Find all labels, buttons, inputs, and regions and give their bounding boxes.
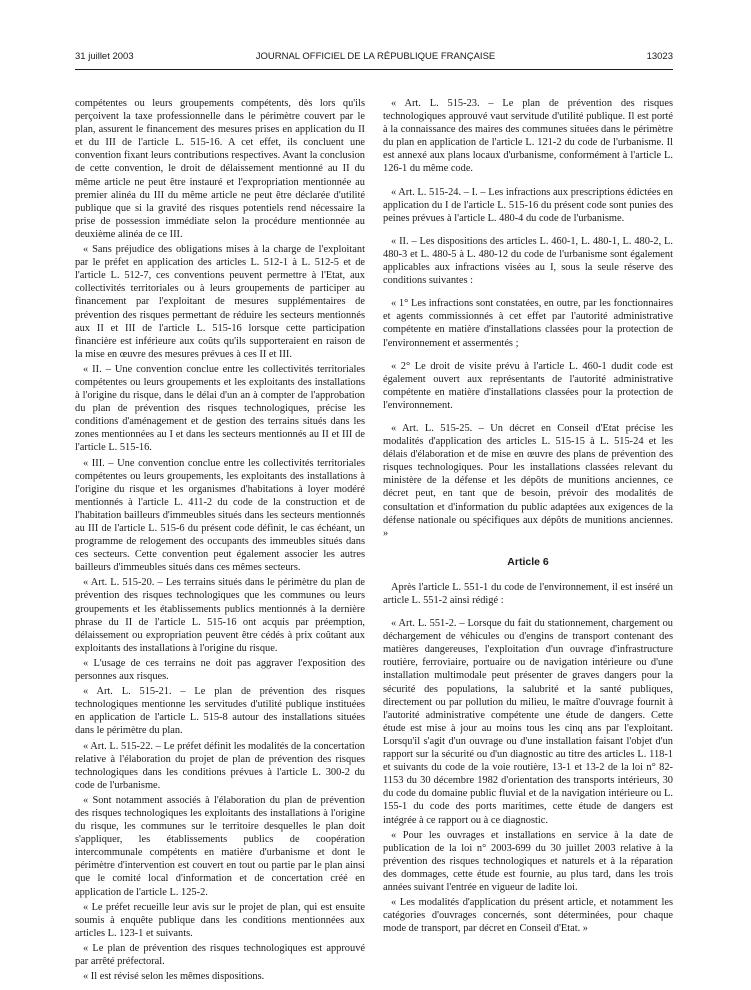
paragraph: « 2° Le droit de visite prévu à l'article L. 460-1 dudit code est également ouvert aux représentants de l'autorité administrative compétente en matière d'installations classées pour la protection de l'environnement. <box>383 360 673 411</box>
paragraph: « Le préfet recueille leur avis sur le projet de plan, qui est ensuite soumis à enquête publique dans les conditions mentionnées aux articles L. 123-1 et suivants. <box>75 901 365 939</box>
paragraph: « 1° Les infractions sont constatées, en outre, par les fonctionnaires et agents commissionnés à cet effet par l'autorité administrative compétente en matière d'installations classées pour la protection de l'environnement et assermentés ; <box>383 298 673 349</box>
paragraph: « Sans préjudice des obligations mises à la charge de l'exploitant par le préfet en application des articles L. 512-1 à L. 512-5 et de l'article L. 512-7, ces conventions peuvent permettre à l'Etat, aux collectivités territoriales ou à leurs groupements de participer au financement par l'exploitant de mesures supplémentaires de prévention des risques permettant de réduire les secteurs mentionnés aux II et III de l'article L. 515-16 lorsque cette participation financière est inférieure aux coûts qu'ils supporteraient en raison de la mise en œuvre des mesures prévues à ces II et III. <box>75 244 365 360</box>
header-date: 31 juillet 2003 <box>75 51 134 62</box>
page-header <box>0 51 751 65</box>
paragraph: « III. – Une convention conclue entre les collectivités territoriales compétentes ou leurs groupements, les exploitants des installations à l'origine du risque et les organismes d'habitations à loyer modéré mentionnés à l'article L. 411-2 du code de la construction et de l'habitation bailleurs d'immeubles situés dans les secteurs mentionnés au III de l'article L. 515-6 du présent code définit, le cas échéant, un programme de relogement des occupants des immeubles situés dans ces secteurs. Cette convention peut également associer les autres bailleurs d'immeubles situés dans ces mêmes secteurs. <box>75 457 365 574</box>
paragraph: « Art. L. 515-20. – Les terrains situés dans le périmètre du plan de prévention des risques technologiques que les communes ou leurs groupements et les établissements publics mentionnés à la dernière phrase du II de l'article L. 515-16 ont acquis par préemption, délaissement ou expropriation peuvent être cédés à prix coûtant aux exploitants des installations à l'origine du risque. <box>75 577 365 654</box>
paragraph: « Art. L. 515-23. – Le plan de prévention des risques technologiques approuvé vaut servitude d'utilité publique. Il est porté à la connaissance des maires des communes situées dans le périmètre du plan en application de l'article L. 121-2 du code de l'urbanisme. Il est annexé aux plans locaux d'urbanisme, conformément à l'article L. 126-1 du même code. <box>383 98 673 175</box>
paragraph: Après l'article L. 551-1 du code de l'environnement, il est inséré un article L. 551-2 ainsi rédigé : <box>383 581 673 606</box>
paragraph: compétentes ou leurs groupements compétents, dès lors qu'ils perçoivent la taxe professionnelle dans le périmètre couvert par le plan, assurent le financement des mesures prises en application du II et du III de l'article L. 515-16. A cet effet, ils concluent une convention fixant leurs contributions respectives. Avant la conclusion de cette convention, le droit de délaissement mentionné au II du même article ne peut être instauré et l'expropriation mentionnée au premier alinéa du III du même article ne peut être déclarée d'utilité publique que si la gravité des risques potentiels rend nécessaire la prise de possession immédiate selon la procédure mentionnée au deuxième alinéa de ce III. <box>75 98 365 240</box>
header-rule <box>75 69 673 70</box>
paragraph: « Sont notamment associés à l'élaboration du plan de prévention des risques technologiques les exploitants des installations à l'origine du risque, les communes sur le territoire desquelles le plan doit s'appliquer, les établissements publics de coopération intercommunale compétents en matière d'urbanisme et dont le périmètre d'intervention est couvert en tout ou partie par le plan ainsi que le comité local d'information et de concertation créé en application de l'article L. 125-2. <box>75 794 365 898</box>
paragraph: « Le plan de prévention des risques technologiques est approuvé par arrêté préfectoral. <box>75 942 365 967</box>
paragraph: « Pour les ouvrages et installations en service à la date de publication de la loi n° 2003-699 du 30 juillet 2003 relative à la prévention des risques technologiques et naturels et à la réparation des dommages, cette étude est fournie, au plus tard, dans les trois années suivant l'entrée en vigueur de ladite loi. <box>383 829 673 893</box>
paragraph: « II. – Les dispositions des articles L. 460-1, L. 480-1, L. 480-2, L. 480-3 et L. 480-5 à L. 480-12 du code de l'urbanisme sont également applicables aux infractions visées au I, sous la seule réserve des conditions suivantes : <box>383 235 673 287</box>
article-heading: Article 6 <box>507 555 549 568</box>
paragraph: « Il est révisé selon les mêmes dispositions. <box>83 971 265 983</box>
paragraph: « Art. L. 515-22. – Le préfet définit les modalités de la concertation relative à l'élaboration du projet de plan de prévention des risques technologiques dans les conditions prévues à l'article L. 300-2 du code de l'urbanisme. <box>75 740 365 791</box>
paragraph: « Art. L. 551-2. – Lorsque du fait du stationnement, chargement ou déchargement de véhicules ou d'engins de transport contenant des matières dangereuses, l'exploitation d'un ouvrage d'infrastructure routière, ferroviaire, portuaire ou de navigation intérieure ou d'une installation multimodale peut présenter de graves dangers pour la sécurité des populations, la salubrité et la santé publiques, directement ou par pollution du milieu, le maître d'ouvrage fournit à l'autorité administrative compétente une étude de dangers. Cette étude est mise à jour au moins tous les cinq ans par l'exploitant. Lorsqu'il s'agit d'un ouvrage ou d'une installation faisant l'objet d'un rapport sur la sécurité ou d'un diagnostic au titre des articles L. 118-1 et suivants du code de la voie routière, 13-1 et 13-2 de la loi n° 82-1153 du 30 décembre 1982 d'orientation des transports intérieurs, 30 du code du domaine public fluvial et de la navigation intérieure ou L. 155-1 du code des ports maritimes, cette étude de dangers est intégrée à ce rapport ou à ce diagnostic. <box>383 618 673 826</box>
paragraph: « II. – Une convention conclue entre les collectivités territoriales compétentes ou leurs groupements et les exploitants des installations à l'origine du risque, dans le délai d'un an à compter de l'approbation du plan de prévention des risques technologiques, précise les conditions d'aménagement et de gestion des terrains situés dans les zones mentionnées au I et dans les secteurs mentionnés au II et III de l'article L. 515-16. <box>75 363 365 454</box>
paragraph: « Art. L. 515-25. – Un décret en Conseil d'Etat précise les modalités d'application des articles L. 515-15 à L. 515-24 et les délais d'élaboration et de mise en œuvre des plans de prévention des risques technologiques. Pour les installations classées relevant du ministère de la défense et les dépôts de munitions anciennes, ce décret peut, en tant que de besoin, prévoir des modalités de consultation et d'information du public adaptées aux exigences de la défense nationale ou spécifiques aux dépôts de munitions anciennes. » <box>383 422 673 539</box>
paragraph: « Art. L. 515-24. – I. – Les infractions aux prescriptions édictées en application du I de l'article L. 515-16 du présent code sont punies des peines prévues à l'article L. 480-4 du code de l'urbanisme. <box>383 186 673 224</box>
paragraph: « Art. L. 515-21. – Le plan de prévention des risques technologiques mentionne les servitudes d'utilité publique instituées en application de l'article L. 515-8 autour des installations situées dans le périmètre du plan. <box>75 686 365 737</box>
header-page-number: 13023 <box>646 51 673 62</box>
left-column <box>75 97 365 985</box>
paragraph: « L'usage de ces terrains ne doit pas aggraver l'exposition des personnes aux risques. <box>75 657 365 683</box>
header-journal-title: JOURNAL OFFICIEL DE LA RÉPUBLIQUE FRANÇAISE <box>255 51 496 62</box>
paragraph: « Les modalités d'application du présent article, et notamment les catégories d'ouvrages concernés, sont déterminées, pour chaque mode de transport, par décret en Conseil d'Etat. » <box>383 897 673 935</box>
right-column <box>383 97 673 937</box>
